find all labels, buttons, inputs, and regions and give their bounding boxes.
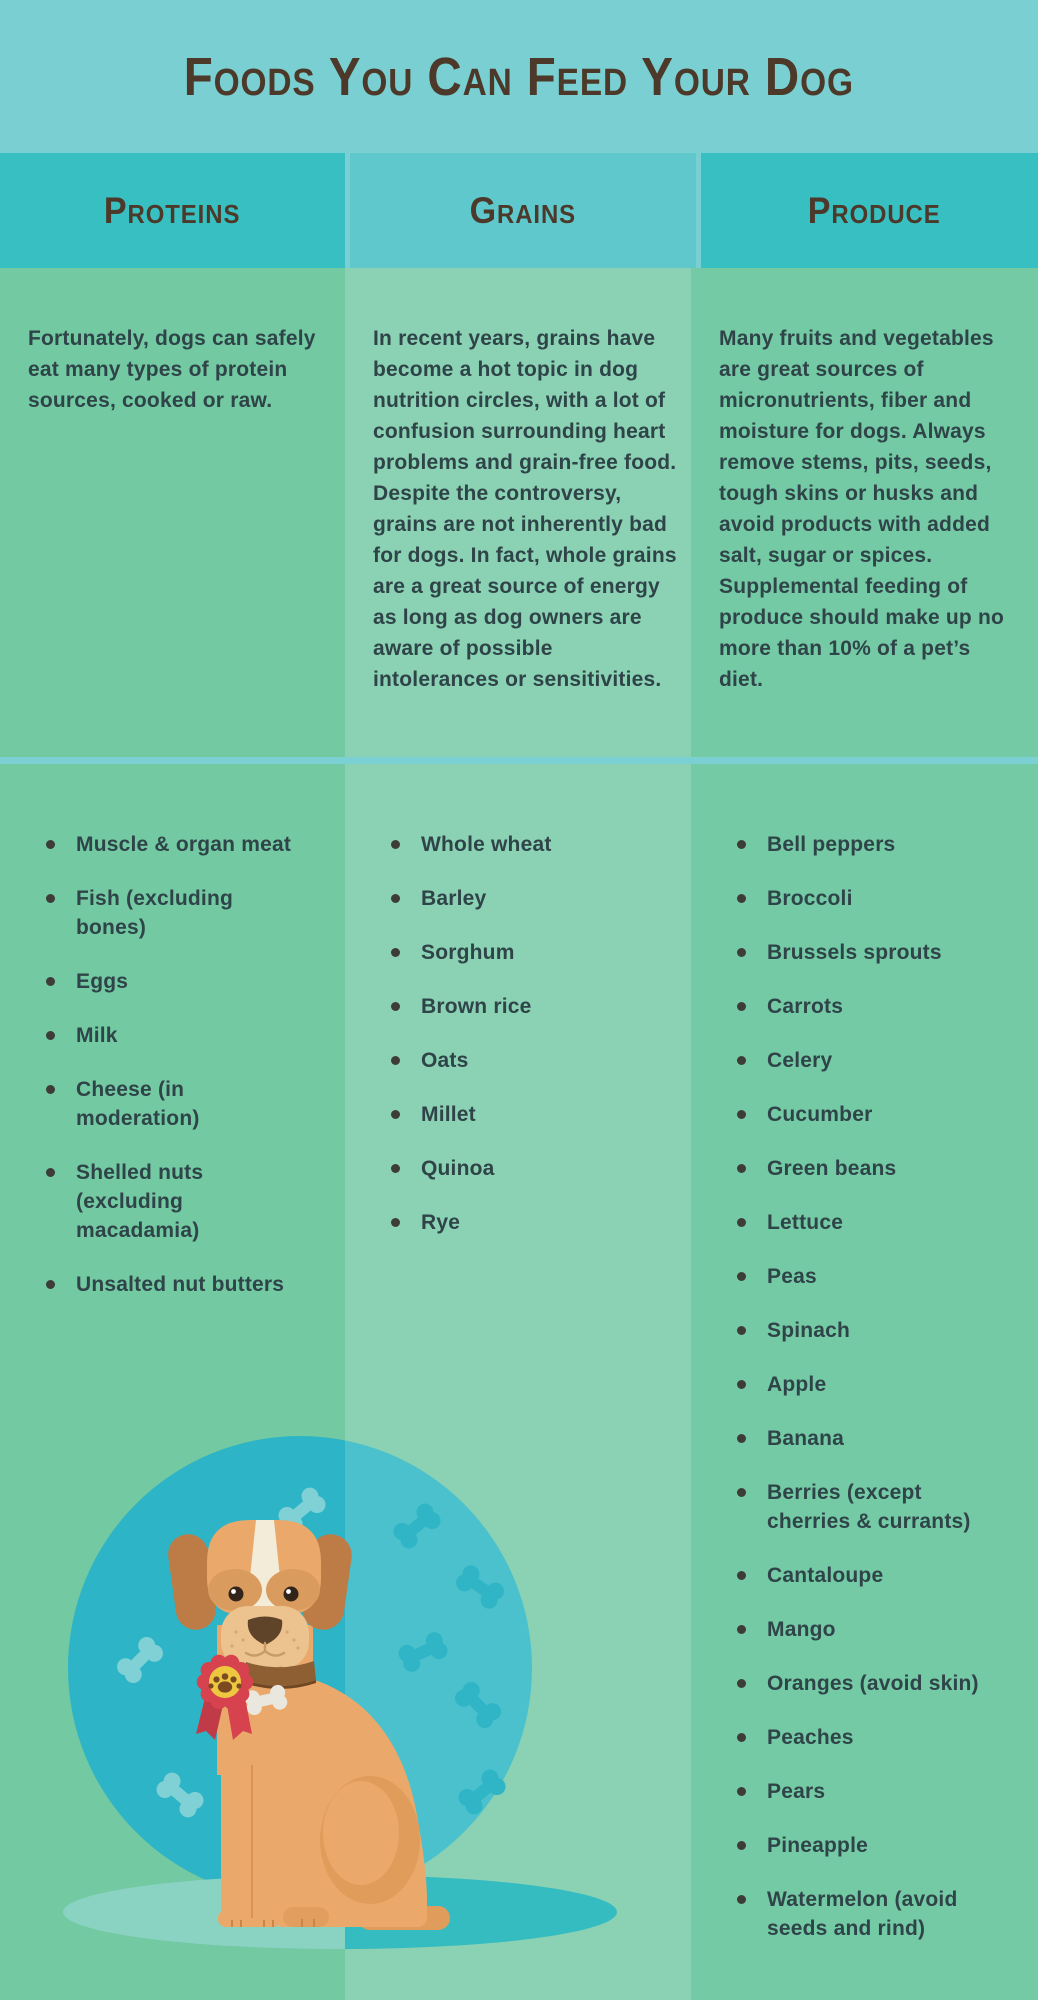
food-list-item [391,830,653,859]
food-list-item [391,1046,653,1075]
bullet-icon [46,1085,55,1094]
food-list-item [391,884,653,913]
food-list-item [737,884,996,913]
food-list-item [737,1262,996,1291]
column-header-grains-label: Grains [469,189,577,231]
produce-food-list [691,757,1038,1943]
food-list-item [737,1885,996,1943]
food-item-label: Muscle & organ meat [76,833,292,856]
proteins-food-list [0,757,345,1299]
food-list-item [737,1316,996,1345]
food-list-item [391,1100,653,1129]
bullet-icon [737,1841,746,1850]
bullet-icon [391,840,400,849]
food-item-label: Green beans [767,1157,897,1180]
food-item-label: Banana [767,1427,845,1450]
food-item-label: Pears [767,1780,826,1803]
bullet-icon [391,1110,400,1119]
food-list-item [737,1478,996,1536]
food-list-item [46,1075,305,1133]
food-list-item [737,1370,996,1399]
food-list-item [737,1424,996,1453]
bullet-icon [737,1571,746,1580]
food-item-label: Unsalted nut butters [76,1273,285,1296]
food-item-label: Bell peppers [767,833,896,856]
food-list-item [391,992,653,1021]
grains-description: In recent years, grains have become a hot topic in dog nutrition circles, with a lot of confusion surrounding heart problems and grain-free food. Despite the controversy, grains are not inherently bad for dogs. In fact, whole grains are a great source of energy as long as dog owners are aware of possible intolerances or sensitivities. [373,327,677,691]
food-list-item [46,830,305,859]
page-title: Foods You Can Feed Your Dog [183,46,855,107]
food-item-label: Brown rice [421,995,532,1018]
food-list-item [737,992,996,1021]
food-list-item [737,1100,996,1129]
bullet-icon [737,1380,746,1389]
food-list-item [737,830,996,859]
food-item-label: Carrots [767,995,844,1018]
food-list-item [391,1154,653,1183]
bullet-icon [737,1110,746,1119]
food-item-label: Cheese (in moderation) [76,1078,200,1130]
food-list-item [737,1154,996,1183]
bullet-icon [46,1280,55,1289]
food-list-item [737,1046,996,1075]
bullet-icon [391,894,400,903]
food-list-item [737,1777,996,1806]
bullet-icon [391,1002,400,1011]
food-item-label: Barley [421,887,487,910]
produce-column [691,268,1038,2000]
food-item-label: Pineapple [767,1834,868,1857]
bullet-icon [737,1164,746,1173]
food-list-item [737,1561,996,1590]
bullet-icon [391,1056,400,1065]
food-item-label: Sorghum [421,941,515,964]
food-item-label: Celery [767,1049,833,1072]
food-item-label: Cucumber [767,1103,873,1126]
food-list-item [737,1208,996,1237]
food-item-label: Spinach [767,1319,851,1342]
grains-food-list [345,757,691,1237]
food-list-item [737,938,996,967]
bullet-icon [46,1168,55,1177]
bullet-icon [737,1272,746,1281]
food-item-label: Oranges (avoid skin) [767,1672,979,1695]
bullet-icon [46,1031,55,1040]
food-list-item [46,1158,305,1245]
bullet-icon [737,1002,746,1011]
bullet-icon [391,1218,400,1227]
food-list-item [737,1831,996,1860]
bullet-icon [46,977,55,986]
food-list-item [46,1021,305,1050]
food-list-item [46,1270,305,1299]
food-list-item [391,938,653,967]
bullet-icon [737,1056,746,1065]
food-item-label: Oats [421,1049,469,1072]
food-item-label: Apple [767,1373,827,1396]
column-header-proteins-label: Proteins [104,189,241,231]
bullet-icon [737,1787,746,1796]
food-item-label: Peaches [767,1726,854,1749]
column-header-produce [701,153,1038,268]
column-header-produce-label: Produce [808,189,941,231]
title-banner [0,0,1038,153]
food-list-item [46,884,305,942]
bullet-icon [737,1679,746,1688]
produce-description: Many fruits and vegetables are great sources of micronutrients, fiber and moisture for dogs. Always remove stems, pits, seeds, tough skins or husks and avoid products with added salt, sugar or spices. Supplemental feeding of produce should make up no more than 10% of a pet’s diet. [719,327,1005,691]
bullet-icon [737,1326,746,1335]
food-item-label: Fish (excluding bones) [76,887,234,939]
food-item-label: Berries (except cherries & currants) [767,1481,971,1533]
dog-rear-paw [283,1907,329,1927]
bullet-icon [737,894,746,903]
food-item-label: Mango [767,1618,836,1641]
proteins-description: Fortunately, dogs can safely eat many types of protein sources, cooked or raw. [28,327,316,412]
food-list-item [737,1723,996,1752]
bullet-icon [737,1218,746,1227]
food-list-item [737,1669,996,1698]
bullet-icon [46,894,55,903]
bullet-icon [737,948,746,957]
food-item-label: Lettuce [767,1211,844,1234]
bullet-icon [391,948,400,957]
food-item-label: Shelled nuts (excluding macadamia) [76,1161,204,1242]
food-item-label: Whole wheat [421,833,552,856]
bullet-icon [737,1434,746,1443]
bullet-icon [391,1164,400,1173]
food-item-label: Rye [421,1211,461,1234]
bullet-icon [737,1488,746,1497]
food-list-item [737,1615,996,1644]
column-header-row [0,153,1038,268]
food-list-item [391,1208,653,1237]
food-list-item [46,967,305,996]
bullet-icon [737,1733,746,1742]
column-header-proteins [0,153,345,268]
food-item-label: Milk [76,1024,118,1047]
food-item-label: Broccoli [767,887,853,910]
food-item-label: Peas [767,1265,817,1288]
dog-illustration [40,1420,630,2000]
section-divider [0,757,1038,764]
bullet-icon [737,1895,746,1904]
food-item-label: Eggs [76,970,129,993]
column-header-grains [350,153,696,268]
bullet-icon [46,840,55,849]
food-item-label: Brussels sprouts [767,941,942,964]
food-item-label: Millet [421,1103,476,1126]
bullet-icon [737,840,746,849]
bullet-icon [737,1625,746,1634]
food-item-label: Cantaloupe [767,1564,884,1587]
food-item-label: Watermelon (avoid seeds and rind) [767,1888,958,1940]
food-item-label: Quinoa [421,1157,495,1180]
